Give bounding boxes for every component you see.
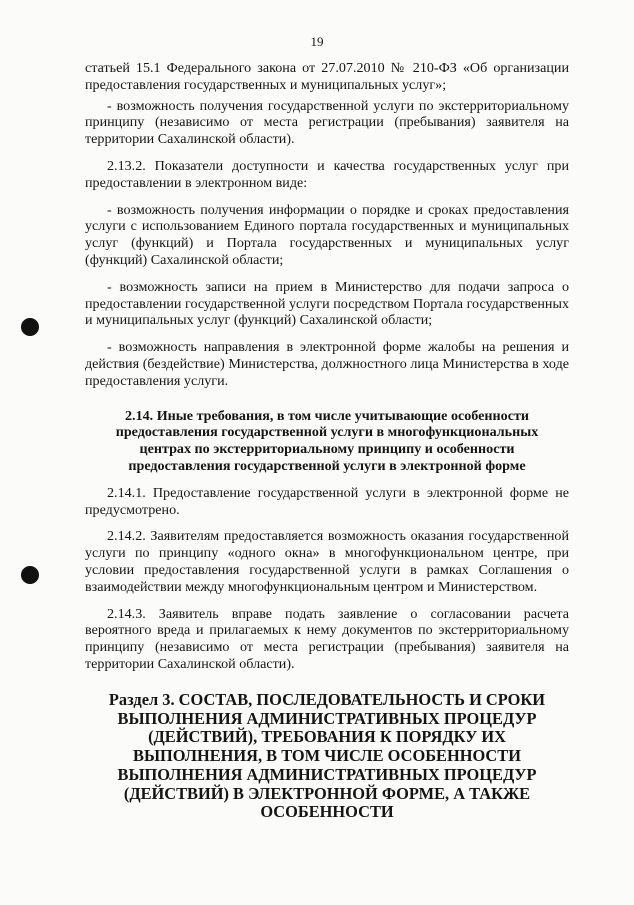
paragraph-2-14-3: 2.14.3. Заявитель вправе подать заявление о согласовании расчета вероятного вреда и прилагаемых к нему документов по экстерриториальному принципу (независимо от места регистрации (пребывания) заявителя на территории Сахалинской области).	[85, 605, 569, 672]
paragraph-appointment: - возможность записи на прием в Министерство для подачи запроса о предоставлении государственной услуги посредством Портала государственных и муниципальных услуг (функций) Сахалинской области;	[85, 278, 569, 329]
heading-2-14: 2.14. Иные требования, в том числе учитывающие особенности предоставления государственной услуги в многофункциональных центрах по экстерриториальному принципу и особенности предоставления государственной услуги в электронной форме	[115, 407, 539, 474]
paragraph-2-14-1: 2.14.1. Предоставление государственной услуги в электронной форме не предусмотрено.	[85, 484, 569, 518]
page-number: 19	[310, 34, 324, 49]
paragraph-2-14-2: 2.14.2. Заявителям предоставляется возможность оказания государственной услуги по принципу «одного окна» в многофункциональном центре, при условии предоставления государственной услуги в рамках Соглашения о взаимодействии между многофункциональным центром и Министерством.	[85, 528, 569, 595]
paragraph-extraterritorial: - возможность получения государственной услуги по экстерриториальному принципу (независимо от места регистрации (пребывания) заявителя на территории Сахалинской области).	[85, 97, 569, 148]
paragraph-complaint: - возможность направления в электронной форме жалобы на решения и действия (бездействие) Министерства, должностного лица Министерства в ходе предоставления услуги.	[85, 339, 569, 389]
paragraph-law-reference: статьей 15.1 Федерального закона от 27.07.2010 № 210-ФЗ «Об организации предоставления государственных и муниципальных услуг»;	[85, 60, 569, 93]
paragraph-2-13-2: 2.13.2. Показатели доступности и качества государственных услуг при предоставлении в электронном виде:	[85, 157, 569, 191]
paragraph-info-portal: - возможность получения информации о порядке и сроках предоставления услуги с использованием Единого портала государственных и муниципальных услуг (функций) и Портала государственных и муниципальных услуг (функций) Сахалинской области;	[85, 201, 569, 268]
punch-hole-top	[21, 318, 39, 336]
punch-hole-bottom	[21, 566, 39, 584]
document-body	[85, 60, 569, 833]
section-3-title: Раздел 3. СОСТАВ, ПОСЛЕДОВАТЕЛЬНОСТЬ И СРОКИ ВЫПОЛНЕНИЯ АДМИНИСТРАТИВНЫХ ПРОЦЕДУР (ДЕЙСТВИЙ), ТРЕБОВАНИЯ К ПОРЯДКУ ИХ ВЫПОЛНЕНИЯ, В ТОМ ЧИСЛЕ ОСОБЕННОСТИ ВЫПОЛНЕНИЯ АДМИНИСТРАТИВНЫХ ПРОЦЕДУР (ДЕЙСТВИЙ) В ЭЛЕКТРОННОЙ ФОРМЕ, А ТАКЖЕ ОСОБЕННОСТИ	[108, 689, 546, 822]
